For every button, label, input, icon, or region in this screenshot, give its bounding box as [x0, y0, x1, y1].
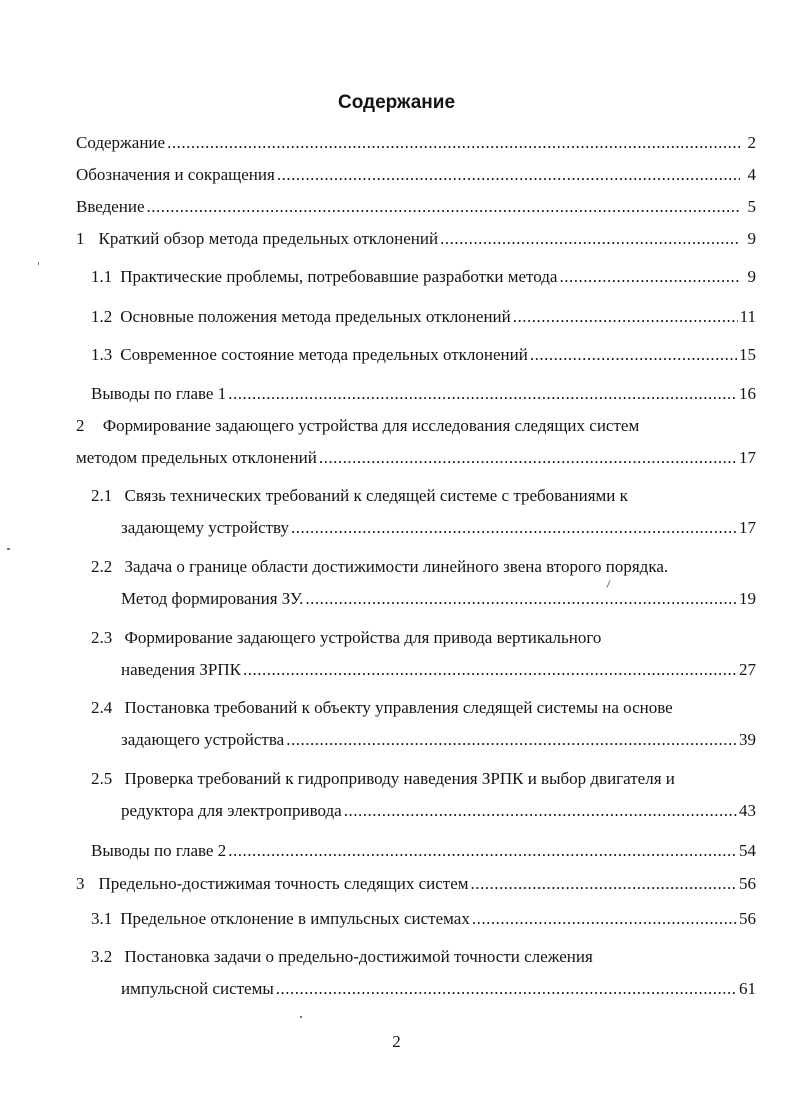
toc-leader — [472, 908, 737, 930]
toc-entry-text: Формирование задающего устройства для исследования следящих систем — [102, 416, 640, 435]
toc-entry — [91, 306, 756, 328]
toc-entry-text: редуктора для электропривода — [121, 801, 342, 820]
toc-entry-first-line — [91, 627, 601, 649]
toc-entry-text: наведения ЗРПК — [121, 660, 241, 679]
toc-entry-first-line — [91, 946, 593, 968]
scan-speck — [7, 548, 10, 550]
toc-page-number: 61 — [739, 979, 756, 998]
toc-entry-text: Предельное отклонение в импульсных системах — [120, 909, 470, 928]
toc-entry-text: Современное состояние метода предельных отклонений — [120, 345, 528, 364]
toc-entry-text: Практические проблемы, потребовавшие разработки метода — [120, 267, 558, 286]
toc-entry — [76, 873, 756, 895]
toc-leader — [167, 132, 740, 154]
toc-entry-text: Обозначения и сокращения — [76, 165, 275, 184]
toc-leader — [228, 840, 737, 862]
toc-entry-text: Постановка задачи о предельно-достижимой точности слежения — [124, 947, 593, 966]
toc-entry-first-line — [76, 415, 639, 437]
toc-entry-text: Метод формирования ЗУ. — [121, 589, 304, 608]
toc-leader — [291, 517, 737, 539]
toc-entry — [76, 164, 756, 186]
toc-entry-first-line — [91, 556, 668, 578]
toc-entry-number: 2.4 — [91, 698, 113, 717]
toc-leader — [513, 306, 738, 328]
toc-page-number: 17 — [739, 448, 756, 467]
toc-entry-number: 2.2 — [91, 557, 113, 576]
toc-page-number: 56 — [739, 909, 756, 928]
toc-page-number: 39 — [739, 730, 756, 749]
toc-page-number: 56 — [739, 874, 756, 893]
toc-entry — [91, 266, 756, 288]
scan-speck — [38, 262, 39, 265]
toc-leader — [530, 344, 737, 366]
toc-entry-first-line — [91, 768, 675, 790]
toc-leader — [319, 447, 737, 469]
toc-leader — [471, 873, 737, 895]
toc-entry-number: 3 — [76, 874, 85, 893]
toc-entry — [91, 840, 756, 862]
toc-entry-text: Предельно-достижимая точность следящих систем — [98, 874, 469, 893]
toc-entry-text: Связь технических требований к следящей системе с требованиями к — [124, 486, 628, 505]
toc-entry — [76, 132, 756, 154]
toc-entry-number: 3.2 — [91, 947, 113, 966]
toc-entry — [91, 344, 756, 366]
toc-entry — [76, 228, 756, 250]
toc-page-number: 27 — [739, 660, 756, 679]
scan-speck — [606, 580, 610, 588]
toc-page-number: 19 — [739, 589, 756, 608]
toc-entry-text: методом предельных отклонений — [76, 448, 317, 467]
toc-leader — [305, 588, 737, 610]
page-number: 2 — [392, 1032, 401, 1051]
toc-page-number: 16 — [739, 384, 756, 403]
toc-entry — [121, 800, 756, 822]
toc-entry-first-line — [91, 485, 628, 507]
toc-entry-number: 2.5 — [91, 769, 113, 788]
toc-entry-text: Выводы по главе 1 — [91, 384, 227, 403]
toc-page-number: 54 — [739, 841, 756, 860]
toc-entry-number: 1.1 — [91, 267, 113, 286]
toc-page-number: 5 — [747, 197, 756, 216]
toc-entry-text: Выводы по главе 2 — [91, 841, 227, 860]
toc-entry-text: импульсной системы — [121, 979, 274, 998]
toc-leader — [277, 164, 740, 186]
toc-entry — [121, 517, 756, 539]
toc-entry — [121, 978, 756, 1000]
toc-entry-number: 2.3 — [91, 628, 113, 647]
toc-entry-text: Проверка требований к гидроприводу наведения ЗРПК и выбор двигателя и — [124, 769, 675, 788]
toc-page-number: 17 — [739, 518, 756, 537]
toc-entry-text: Введение — [76, 197, 145, 216]
toc-entry — [76, 447, 756, 469]
toc-entry-number: 1.3 — [91, 345, 113, 364]
toc-page-number: 4 — [747, 165, 756, 184]
toc-leader — [243, 659, 737, 681]
toc-entry — [121, 588, 756, 610]
toc-leader — [228, 383, 737, 405]
scan-speck — [300, 1016, 302, 1018]
toc-leader — [286, 729, 737, 751]
toc-entry-text: Краткий обзор метода предельных отклонений — [98, 229, 439, 248]
toc-entry — [76, 196, 756, 218]
toc-entry-number: 1.2 — [91, 307, 113, 326]
toc-entry-number: 1 — [76, 229, 85, 248]
toc-entry-first-line — [91, 697, 673, 719]
toc-leader — [344, 800, 737, 822]
toc-entry — [91, 908, 756, 930]
toc-page-number: 9 — [747, 267, 756, 286]
toc-entry-number: 2.1 — [91, 486, 113, 505]
toc-page-number: 11 — [739, 307, 756, 326]
toc-entry — [121, 659, 756, 681]
toc-leader — [147, 196, 740, 218]
toc-page-number: 15 — [739, 345, 756, 364]
toc-leader — [440, 228, 740, 250]
toc-page-number: 9 — [747, 229, 756, 248]
page-title: Содержание — [337, 92, 456, 113]
toc-entry-number: 2 — [76, 416, 85, 435]
toc-leader — [276, 978, 737, 1000]
toc-entry-text: Основные положения метода предельных отклонений — [120, 307, 511, 326]
toc-page-number: 2 — [747, 133, 756, 152]
toc-entry-text: Постановка требований к объекту управления следящей системы на основе — [124, 698, 673, 717]
toc-leader — [559, 266, 740, 288]
toc-page-number: 43 — [739, 801, 756, 820]
toc-entry-text: Содержание — [76, 133, 166, 152]
toc-entry-text: задающего устройства — [121, 730, 285, 749]
toc-entry — [121, 729, 756, 751]
toc-entry-text: Формирование задающего устройства для привода вертикального — [124, 628, 602, 647]
toc-entry-text: Задача о границе области достижимости линейного звена второго порядка. — [124, 557, 669, 576]
toc-entry-text: задающему устройству — [121, 518, 289, 537]
toc-entry-number: 3.1 — [91, 909, 113, 928]
toc-entry — [91, 383, 756, 405]
